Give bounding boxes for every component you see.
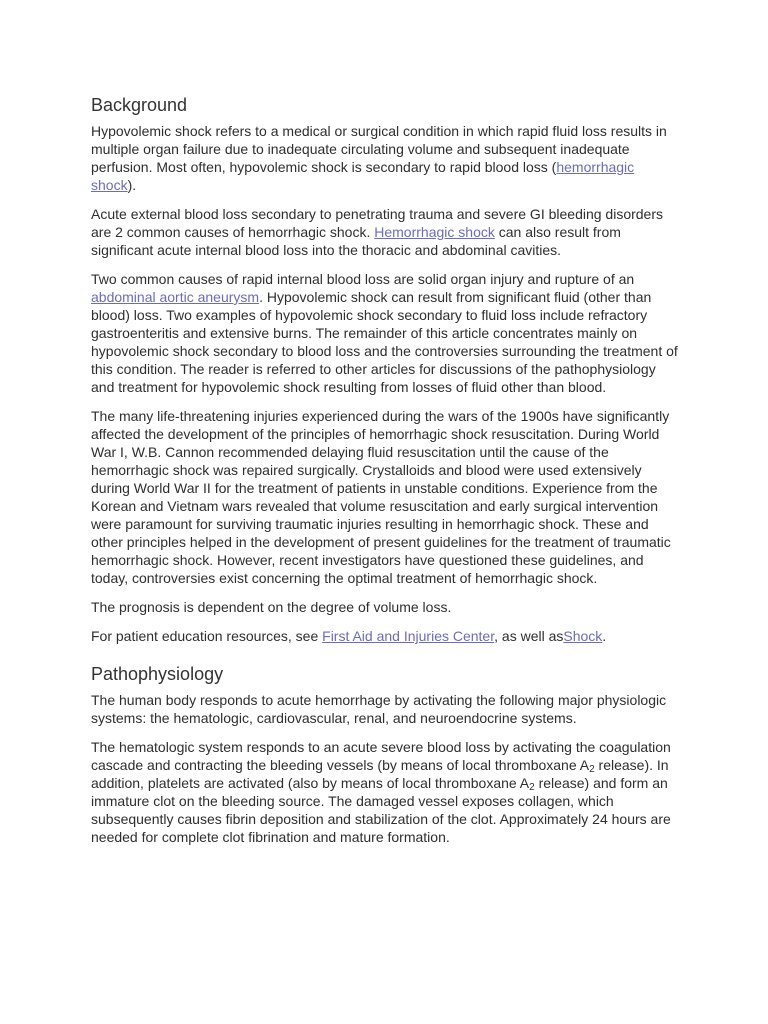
link-abdominal-aortic-aneurysm[interactable]: abdominal aortic aneurysm (91, 289, 260, 305)
paragraph-text: For patient education resources, see (91, 628, 323, 644)
paragraph-text: The hematologic system responds to an acute severe blood loss by activating the coagulation cascade and contracting the bleeding vessels (by means of local thromboxane A (91, 739, 671, 773)
paragraph-text: ). (127, 177, 137, 193)
section-heading-pathophysiology: Pathophysiology (91, 664, 224, 684)
paragraph-text: Acute external blood loss secondary to penetrating trauma and severe GI bleeding disorders are 2 common causes of hemorrhagic shock. (91, 206, 664, 240)
paragraph-definition (91, 122, 681, 194)
paragraph-external-blood-loss (91, 205, 681, 259)
paragraph-body-response: The human body responds to acute hemorrhage by activating the following major physiologic systems: the hematologic, cardiovascular, renal, and neuroendocrine systems. (91, 692, 667, 726)
paragraph-history: The many life-threatening injuries experienced during the wars of the 1900s have significantly affected the development of the principles of hemorrhagic shock resuscitation. During World War I, W.B. Cannon recommended delaying fluid resuscitation until the cause of the hemorrhagic shock was repaired surgically. Crystalloids and blood were used extensively during World War II for the treatment of patients in unstable conditions. Experience from the Korean and Vietnam wars revealed that volume resuscitation and early surgical intervention were paramount for surviving traumatic injuries resulting in hemorrhagic shock. These and other principles helped in the development of present guidelines for the treatment of traumatic hemorrhagic shock. However, recent investigators have questioned these guidelines, and today, controversies exist concerning the optimal treatment of hemorrhagic shock. (91, 408, 671, 586)
paragraph-text: Two common causes of rapid internal blood loss are solid organ injury and rupture of an (91, 271, 635, 287)
paragraph-text: . Hypovolemic shock can result from significant fluid (other than blood) loss. Two examples of hypovolemic shock secondary to fluid loss include refractory gastroenteritis and extensive burns. The remainder of this article concentrates mainly on hypovolemic shock secondary to blood loss and the controversies surrounding the treatment of this condition. The reader is referred to other articles for discussions of the pathophysiology and treatment for hypovolemic shock resulting from losses of fluid other than blood. (91, 289, 678, 395)
link-hemorrhagic-shock[interactable]: hemorrhagic shock (91, 159, 635, 193)
paragraph-text: Hypovolemic shock refers to a medical or surgical condition in which rapid fluid loss results in multiple organ failure due to inadequate circulating volume and subsequent inadequate perfusion. Most often, hypovolemic shock is secondary to rapid blood loss ( (91, 123, 667, 175)
article-body (91, 94, 681, 857)
paragraph-internal-blood-loss (91, 270, 681, 396)
subscript: 2 (589, 764, 595, 775)
link-shock[interactable]: Shock (563, 628, 603, 644)
paragraph-text: . (602, 628, 607, 644)
link-hemorrhagic-shock-2[interactable]: Hemorrhagic shock (374, 224, 495, 240)
subscript: 2 (529, 782, 535, 793)
paragraph-text: release). In addition, platelets are activated (also by means of local thromboxane A (91, 757, 669, 791)
paragraph-text: release) and form an immature clot on the bleeding source. The damaged vessel exposes collagen, which subsequently causes fibrin deposition and stabilization of the clot. Approximately 24 hours are needed for complete clot fibrination and mature formation. (91, 775, 671, 845)
paragraph-patient-education (91, 627, 681, 645)
section-heading-background: Background (91, 95, 188, 115)
paragraph-text: can also result from significant acute internal blood loss into the thoracic and abdominal cavities. (91, 224, 621, 258)
paragraph-prognosis: The prognosis is dependent on the degree of volume loss. (91, 599, 452, 615)
paragraph-hematologic-system (91, 738, 681, 846)
paragraph-text: , as well as (494, 628, 564, 644)
link-first-aid-center[interactable]: First Aid and Injuries Center (322, 628, 495, 644)
